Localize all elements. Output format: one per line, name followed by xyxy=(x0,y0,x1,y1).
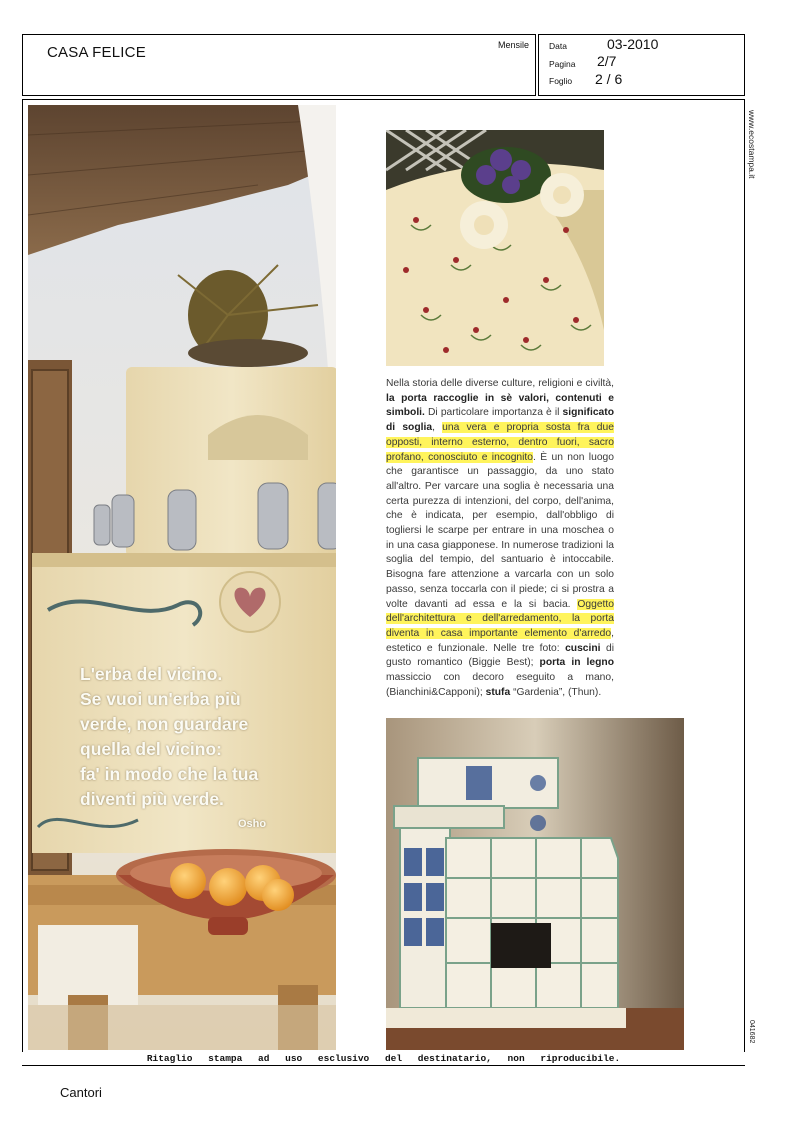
article-highlight: una vera e propria sosta fra due opposti, interno esterno, dentro fuori, sacro profano, conosciuto e incognito xyxy=(386,422,614,463)
clipping-code-text: 041682 xyxy=(748,1020,755,1044)
quote-line: diventi più verde. xyxy=(80,789,224,809)
meta-page-value: 2/7 xyxy=(597,53,617,69)
disclaimer-text: Ritaglio stampa ad uso esclusivo del destinatario, non riproducibile. xyxy=(22,1052,745,1065)
interior-photo xyxy=(28,105,336,1050)
stove-illustration xyxy=(386,718,684,1050)
quote-block xyxy=(80,662,310,812)
publication-frequency: Mensile xyxy=(497,40,529,50)
article-text: , xyxy=(432,422,443,434)
meta-sheet-value: 2 / 6 xyxy=(595,71,623,87)
cushion-illustration xyxy=(386,130,604,366)
article-text: Nella storia delle diverse culture, religioni e civiltà, xyxy=(386,378,614,389)
article-highlight: Oggetto dell'architettura e dell'arredamento, la porta diventa in casa importante elemento d'arredo xyxy=(386,598,614,639)
quote-line: fa' in modo che la tua xyxy=(80,764,259,784)
quote-line: quella del vicino: xyxy=(80,739,222,759)
article-text: . È un non luogo che garantisce un passaggio, da uno stato all'altro. Per varcare una soglia è necessaria una certa purezza di intenzioni, del corpo, dell'anima, che è indicata, per esempio, dall'obbligo di togliersi le scarpe per entrare in una moschea o in una casa giapponese. In numerose tradizioni la soglia del tempio, del santuario è intoccabile. Bisogna fare attenzione a varcarla con un solo passo, senza toccarla con il piede; ci si prostra a volte davanti ad essa e la si bacia. xyxy=(386,451,615,610)
article-text: di gusto romantico (Biggie Best); xyxy=(386,642,614,669)
stove-photo xyxy=(386,718,684,1050)
header-publication-box xyxy=(22,34,536,96)
meta-date-label: Data xyxy=(549,41,567,51)
meta-date-value: 03-2010 xyxy=(607,36,659,52)
article-text: Di particolare importanza è il xyxy=(424,407,563,419)
quote-line: verde, non guardare xyxy=(80,714,249,734)
quote-line: L'erba del vicino. xyxy=(80,664,223,684)
website-vertical xyxy=(745,110,759,190)
article-text: , estetico e funzionale. Nelle tre foto: xyxy=(386,627,614,654)
interior-illustration xyxy=(28,105,336,1050)
publication-name: CASA FELICE xyxy=(47,44,146,61)
clipping-code-vertical xyxy=(745,1020,759,1060)
quote-line: Se vuoi un'erba più xyxy=(80,689,241,709)
article-bold: stufa xyxy=(485,686,511,698)
header-meta-box xyxy=(538,34,745,96)
article-bold: cuscini xyxy=(565,642,601,654)
article-bold: porta in legno xyxy=(539,657,614,669)
quote-author: Osho xyxy=(238,818,267,830)
website-text: www.ecostampa.it xyxy=(747,110,757,179)
cushion-photo xyxy=(386,130,604,366)
article-body xyxy=(386,377,614,700)
article-text: massiccio con decoro eseguito a mano, (Bianchini&Capponi); xyxy=(386,672,614,698)
meta-sheet-label: Foglio xyxy=(549,76,573,86)
footer-client-name: Cantori xyxy=(60,1085,102,1100)
article-bold: la porta raccoglie in sè valori, contenuti e simboli. xyxy=(386,392,614,419)
meta-page-label: Pagina xyxy=(549,59,576,69)
article-bold: significato di soglia xyxy=(386,407,614,434)
article-text: “Gardenia”, (Thun). xyxy=(510,686,602,698)
